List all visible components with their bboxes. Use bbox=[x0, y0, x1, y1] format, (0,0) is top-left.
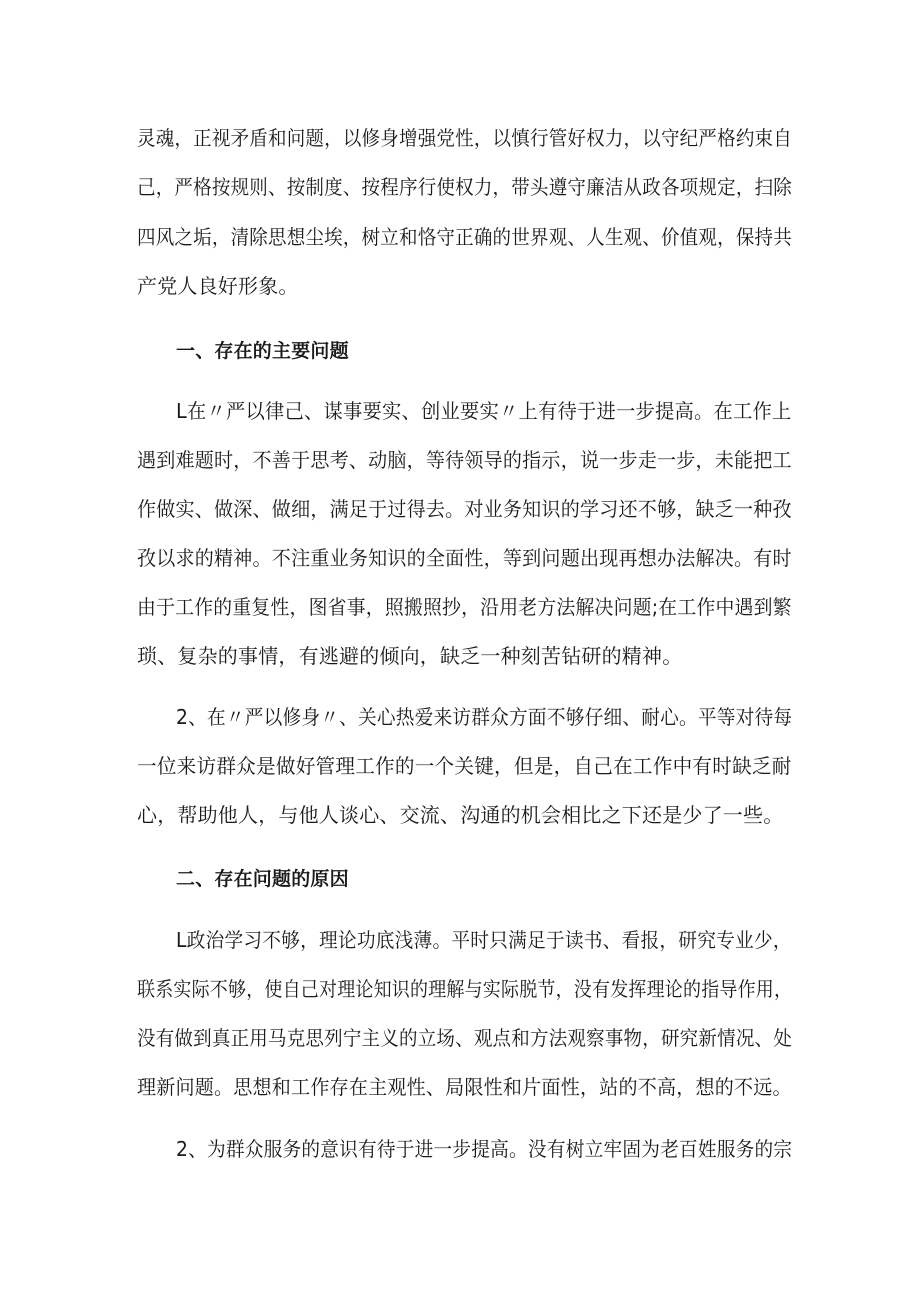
paragraph-line: 琐、复杂的事情，有逃避的倾向，缺乏一种刻苦钻研的精神。 bbox=[137, 644, 683, 668]
paragraph-line: L政治学习不够，理论功底浅薄。平时只满足于读书、看报，研究专业少， bbox=[176, 928, 792, 952]
paragraph-line: L在〃严以律己、谋事要实、创业要实〃上有待于进一步提高。在工作上 bbox=[176, 399, 792, 423]
paragraph-line: 产党人良好形象。 bbox=[137, 274, 299, 298]
section-heading: 二、存在问题的原因 bbox=[176, 868, 349, 890]
paragraph-line: 2、在〃严以修身〃、关心热爱来访群众方面不够仔细、耐心。平等对待每 bbox=[176, 705, 793, 729]
paragraph-line: 没有做到真正用马克思列宁主义的立场、观点和方法观察事物，研究新情况、处 bbox=[137, 1026, 792, 1050]
paragraph-line: 联系实际不够，使自己对理论知识的理解与实际脱节，没有发挥理论的指导作用， bbox=[137, 977, 793, 1001]
paragraph-line: 灵魂，正视矛盾和问题，以修身增强党性，以慎行管好权力，以守纪严格约束自 bbox=[137, 126, 792, 150]
paragraph-line: 2、为群众服务的意识有待于进一步提高。没有树立牢固为老百姓服务的宗 bbox=[176, 1137, 793, 1161]
paragraph-line: 孜以求的精神。不注重业务知识的全面性，等到问题出现再想办法解决。有时 bbox=[137, 546, 792, 570]
paragraph-line: 作做实、做深、做细，满足于过得去。对业务知识的学习还不够，缺乏一种孜 bbox=[137, 497, 792, 521]
paragraph-line: 四风之垢，清除思想尘埃，树立和恪守正确的世界观、人生观、价值观，保持共 bbox=[137, 225, 792, 249]
paragraph-line: 己，严格按规则、按制度、按程序行使权力，带头遵守廉洁从政各项规定，扫除 bbox=[137, 175, 792, 199]
paragraph-line: 由于工作的重复性，图省事，照搬照抄，沿用老方法解决问题;在工作中遇到繁 bbox=[137, 595, 792, 619]
section-heading: 一、存在的主要问题 bbox=[176, 340, 349, 362]
paragraph-line: 理新问题。思想和工作存在主观性、局限性和片面性，站的不高，想的不远。 bbox=[137, 1075, 792, 1099]
paragraph-line: 遇到难题时，不善于思考、动脑，等待领导的指示，说一步走一步，未能把工 bbox=[137, 448, 792, 472]
paragraph-line: 一位来访群众是做好管理工作的一个关键，但是，自己在工作中有时缺乏耐 bbox=[137, 754, 792, 778]
paragraph-line: 心，帮助他人，与他人谈心、交流、沟通的机会相比之下还是少了一些。 bbox=[137, 803, 784, 827]
